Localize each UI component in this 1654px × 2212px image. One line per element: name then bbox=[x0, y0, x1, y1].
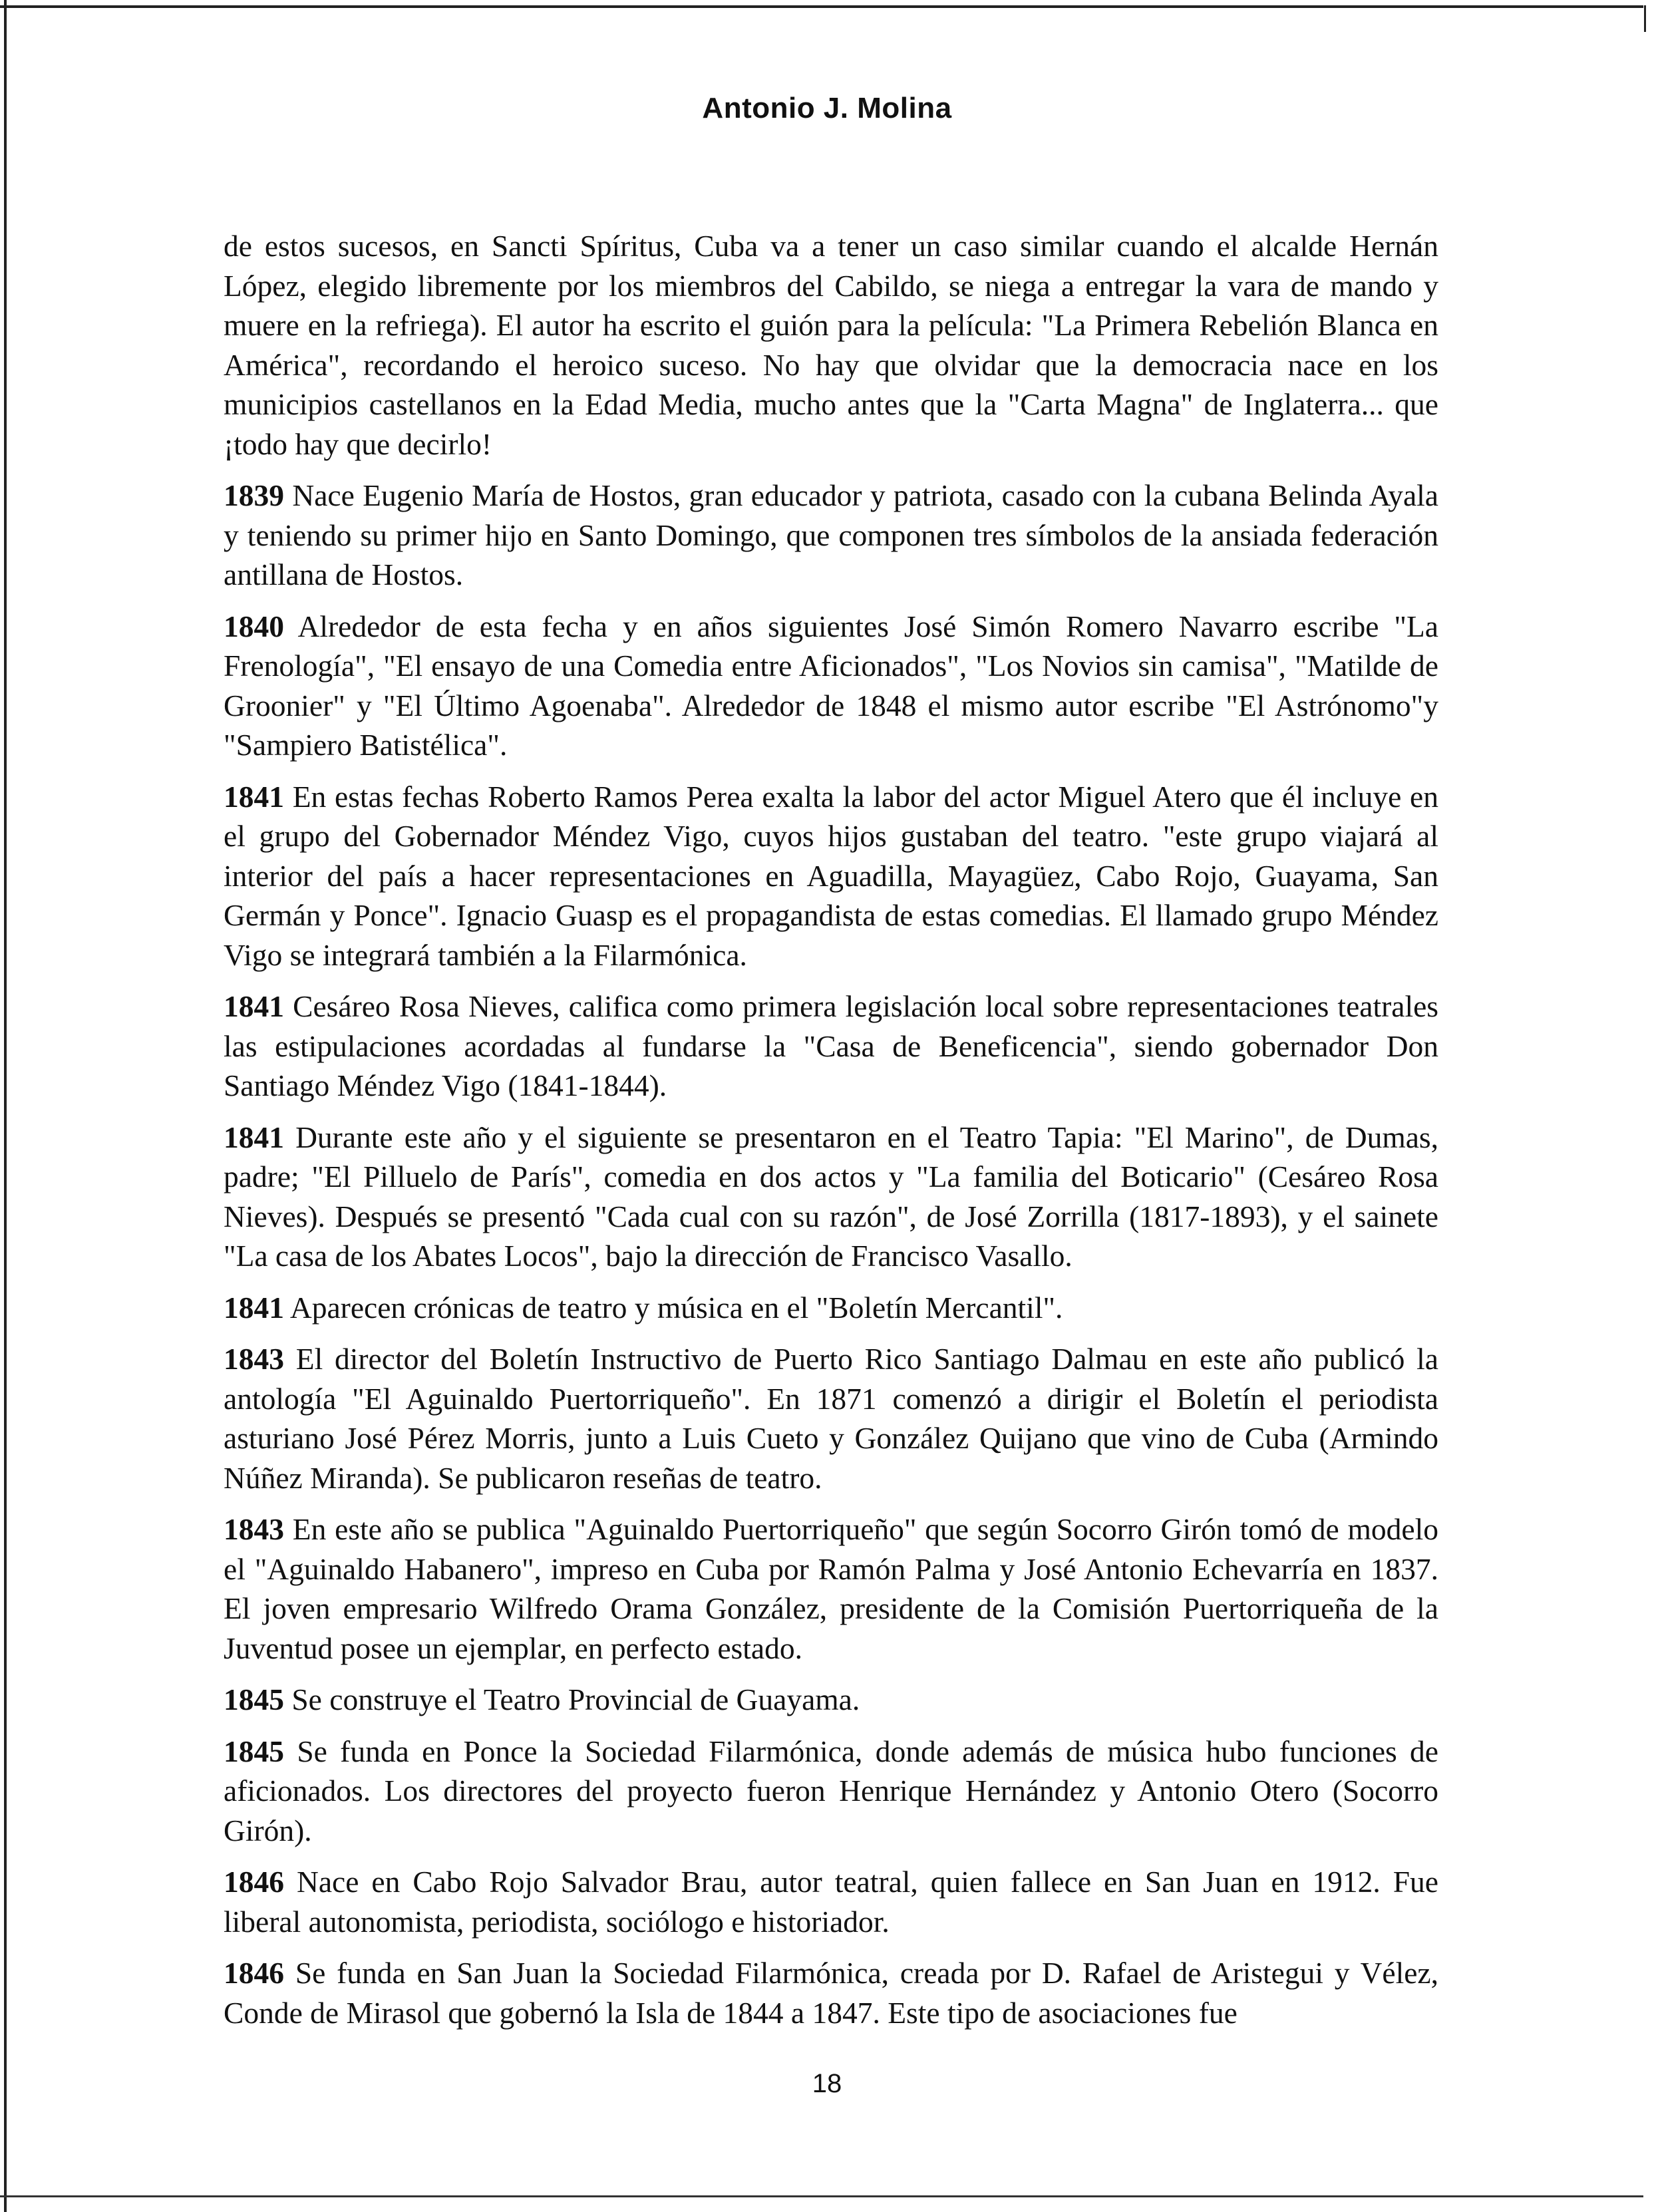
top-border-line bbox=[0, 5, 1643, 8]
entry-year: 1841 bbox=[224, 779, 284, 814]
entry-paragraph bbox=[224, 1118, 1438, 1276]
entry-year: 1845 bbox=[224, 1734, 284, 1768]
entry-year: 1843 bbox=[224, 1342, 284, 1376]
entry-paragraph bbox=[224, 1339, 1438, 1498]
entry-text: Alrededor de esta fecha y en años siguientes José Simón Romero Navarro escribe "La Frenología", "El ensayo de una Comedia entre Aficionados", "Los Novios sin camisa", "Matilde de Groonier" y "El Último Agoenaba". Alrededor de 1848 el mismo autor escribe "El Astrónomo"y "Sampiero Batistélica". bbox=[224, 609, 1438, 762]
entry-year: 1846 bbox=[224, 1865, 284, 1899]
entry-text: Se funda en Ponce la Sociedad Filarmónica, donde además de música hubo funciones de aficionados. Los directores del proyecto fueron Henrique Hernández y Antonio Otero (Socorro Girón). bbox=[224, 1734, 1438, 1847]
entry-year: 1841 bbox=[224, 1290, 284, 1325]
entry-year: 1843 bbox=[224, 1512, 284, 1546]
entry-paragraph bbox=[224, 1288, 1438, 1328]
entry-text: Se funda en San Juan la Sociedad Filarmónica, creada por D. Rafael de Aristegui y Vélez, Conde de Mirasol que gobernó la Isla de 1844 a 1847. Este tipo de asociaciones fue bbox=[224, 1956, 1438, 2030]
entry-year: 1839 bbox=[224, 478, 284, 512]
entry-paragraph bbox=[224, 1862, 1438, 1941]
entry-text: Cesáreo Rosa Nieves, califica como primera legislación local sobre representaciones teatrales las estipulaciones acordadas al fundarse la "Casa de Beneficencia", siendo gobernador Don Santiago Méndez Vigo (1841-1844). bbox=[224, 989, 1438, 1102]
entry-paragraph bbox=[224, 1732, 1438, 1851]
entry-paragraph bbox=[224, 987, 1438, 1106]
right-border-tick bbox=[1644, 5, 1646, 32]
entry-paragraph bbox=[224, 777, 1438, 975]
entry-paragraph bbox=[224, 1509, 1438, 1668]
entry-text: Aparecen crónicas de teatro y música en el "Boletín Mercantil". bbox=[289, 1290, 1063, 1325]
entry-text: El director del Boletín Instructivo de Puerto Rico Santiago Dalmau en este año publicó la antología "El Aguinaldo Puertorriqueño". En 1871 comenzó a dirigir el Boletín el periodista asturiano José Pérez Morris, junto a Luis Cueto y González Quijano que vino de Cuba (Armindo Núñez Miranda). Se publicaron reseñas de teatro. bbox=[224, 1342, 1438, 1495]
entry-text: En estas fechas Roberto Ramos Perea exalta la labor del actor Miguel Atero que él incluye en el grupo del Gobernador Méndez Vigo, cuyos hijos gustaban del teatro. "este grupo viajará al interior del país a hacer representaciones en Aguadilla, Mayagüez, Cabo Rojo, Guayama, San Germán y Ponce". Ignacio Guasp es el propagandista de estas comedias. El llamado grupo Méndez Vigo se integrará también a la Filarmónica. bbox=[224, 779, 1438, 972]
entry-year: 1846 bbox=[224, 1956, 284, 1990]
page-body bbox=[224, 226, 1438, 2044]
entry-year: 1840 bbox=[224, 609, 284, 643]
entry-paragraph bbox=[224, 1953, 1438, 2032]
entry-paragraph bbox=[224, 607, 1438, 765]
page-header-author: Antonio J. Molina bbox=[702, 92, 952, 124]
page-number: 18 bbox=[812, 2069, 842, 2098]
entry-year: 1845 bbox=[224, 1682, 284, 1716]
bottom-border-line bbox=[0, 2195, 1643, 2197]
entry-text: Nace Eugenio María de Hostos, gran educador y patriota, casado con la cubana Belinda Ayala y teniendo su primer hijo en Santo Domingo, que componen tres símbolos de la ansiada federación antillana de Hostos. bbox=[224, 478, 1438, 591]
entry-text: Durante este año y el siguiente se presentaron en el Teatro Tapia: "El Marino", de Dumas, padre; "El Pilluelo de París", comedia en dos actos y "La familia del Boticario" (Cesáreo Rosa Nieves). Después se presentó "Cada cual con su razón", de José Zorrilla (1817-1893), y el sainete "La casa de los Abates Locos", bajo la dirección de Francisco Vasallo. bbox=[224, 1120, 1438, 1273]
entry-text: Se construye el Teatro Provincial de Guayama. bbox=[291, 1682, 860, 1716]
intro-paragraph: de estos sucesos, en Sancti Spíritus, Cuba va a tener un caso similar cuando el alcalde Hernán López, elegido libremente por los miembros del Cabildo, se niega a entregar la vara de mando y muere en la refriega). El autor ha escrito el guión para la película: "La Primera Rebelión Blanca en América", recordando el heroico suceso. No hay que olvidar que la democracia nace en los municipios castellanos en la Edad Media, mucho antes que la "Carta Magna" de Inglaterra... que ¡todo hay que decirlo! bbox=[224, 229, 1438, 461]
entry-year: 1841 bbox=[224, 989, 284, 1023]
entry-paragraph bbox=[224, 1680, 1438, 1720]
left-border-line bbox=[4, 0, 7, 2212]
entry-text: Nace en Cabo Rojo Salvador Brau, autor teatral, quien fallece en San Juan en 1912. Fue liberal autonomista, periodista, sociólogo e historiador. bbox=[224, 1865, 1439, 1939]
entry-text: En este año se publica "Aguinaldo Puertorriqueño" que según Socorro Girón tomó de modelo el "Aguinaldo Habanero", impreso en Cuba por Ramón Palma y José Antonio Echevarría en 1837. El joven empresario Wilfredo Orama González, presidente de la Comisión Puertorriqueña de la Juventud posee un ejemplar, en perfecto estado. bbox=[224, 1512, 1439, 1665]
entry-year: 1841 bbox=[224, 1120, 284, 1154]
entry-paragraph bbox=[224, 476, 1438, 595]
